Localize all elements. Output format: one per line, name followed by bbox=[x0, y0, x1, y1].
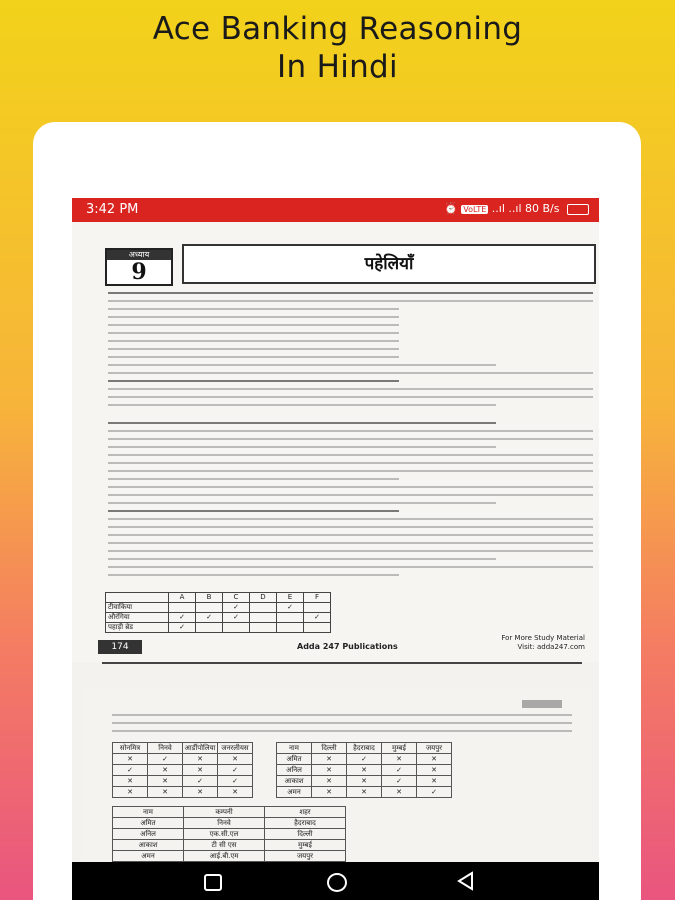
chapter-title: पहेलियाँ bbox=[182, 244, 596, 284]
status-icons bbox=[444, 202, 589, 215]
table-header: A bbox=[169, 593, 196, 603]
puzzle-table: A B C D E F टीवाकिया ✓ ✓ औरंगिया ✓ ✓ ✓ ✓ पहाड़ी ब्रेड ✓ bbox=[105, 592, 331, 633]
table-header: C bbox=[223, 593, 250, 603]
section-text-block bbox=[108, 422, 593, 582]
volte-badge: VoLTE bbox=[463, 204, 487, 214]
page-number: 174 bbox=[98, 640, 142, 654]
intro-text-block bbox=[108, 292, 593, 412]
company-table: सोनमित्र निनवे आर्डीपोलिया जनरलीयस ✕ ✓ ✕ ✕ ✓ ✕ ✕ ✓ ✕ ✕ ✓ ✓ ✕ ✕ ✕ ✕ bbox=[112, 742, 253, 798]
city-table: नाम दिल्ली हैदराबाद मुम्बई जयपुर अमित ✕ ✓ ✕ ✕ अनिल ✕ ✕ ✓ ✕ आकाश ✕ ✕ ✓ ✕ अमन ✕ ✕ ✕ ✓ bbox=[276, 742, 452, 798]
status-bar bbox=[72, 198, 599, 222]
app-headline bbox=[0, 10, 675, 86]
page2-text bbox=[112, 714, 572, 738]
publisher-website: For More Study Material Visit: adda247.com bbox=[501, 634, 585, 651]
publisher-name: Adda 247 Publications bbox=[297, 642, 398, 651]
second-page-scan bbox=[82, 688, 592, 888]
page-divider bbox=[102, 662, 582, 664]
table-header: E bbox=[277, 593, 304, 603]
table-header: B bbox=[196, 593, 223, 603]
back-button[interactable] bbox=[436, 862, 496, 900]
alarm-icon: ⏰ bbox=[444, 202, 458, 215]
recents-button[interactable] bbox=[182, 862, 242, 900]
headline-line-1: Ace Banking Reasoning bbox=[152, 11, 523, 47]
chapter-label: अध्याय bbox=[107, 250, 171, 260]
battery-icon bbox=[567, 204, 589, 215]
network-speed: 80 B/s bbox=[525, 202, 560, 215]
table-header: D bbox=[250, 593, 277, 603]
signal-icon: ..ıl ..ıl bbox=[491, 202, 522, 215]
chapter-badge bbox=[105, 248, 173, 286]
back-triangle-icon bbox=[456, 871, 476, 891]
android-nav-bar bbox=[72, 862, 599, 900]
summary-table: नाम कम्पनी शहर अमित निनवे हैदराबाद अनिल एक.सी.एल दिल्ली आकाश टी सी एस मुम्बई अमन आई.बी.एम जयपुर bbox=[112, 806, 346, 862]
status-time: 3:42 PM bbox=[86, 202, 139, 217]
table-header: F bbox=[304, 593, 331, 603]
home-button[interactable] bbox=[306, 862, 366, 900]
page2-tag bbox=[522, 700, 562, 708]
recents-square-icon bbox=[204, 874, 222, 891]
chapter-number: 9 bbox=[131, 259, 147, 285]
home-circle-icon bbox=[327, 873, 347, 892]
phone-screen bbox=[72, 198, 599, 900]
headline-line-2: In Hindi bbox=[277, 49, 398, 85]
book-page-scan bbox=[72, 222, 599, 662]
